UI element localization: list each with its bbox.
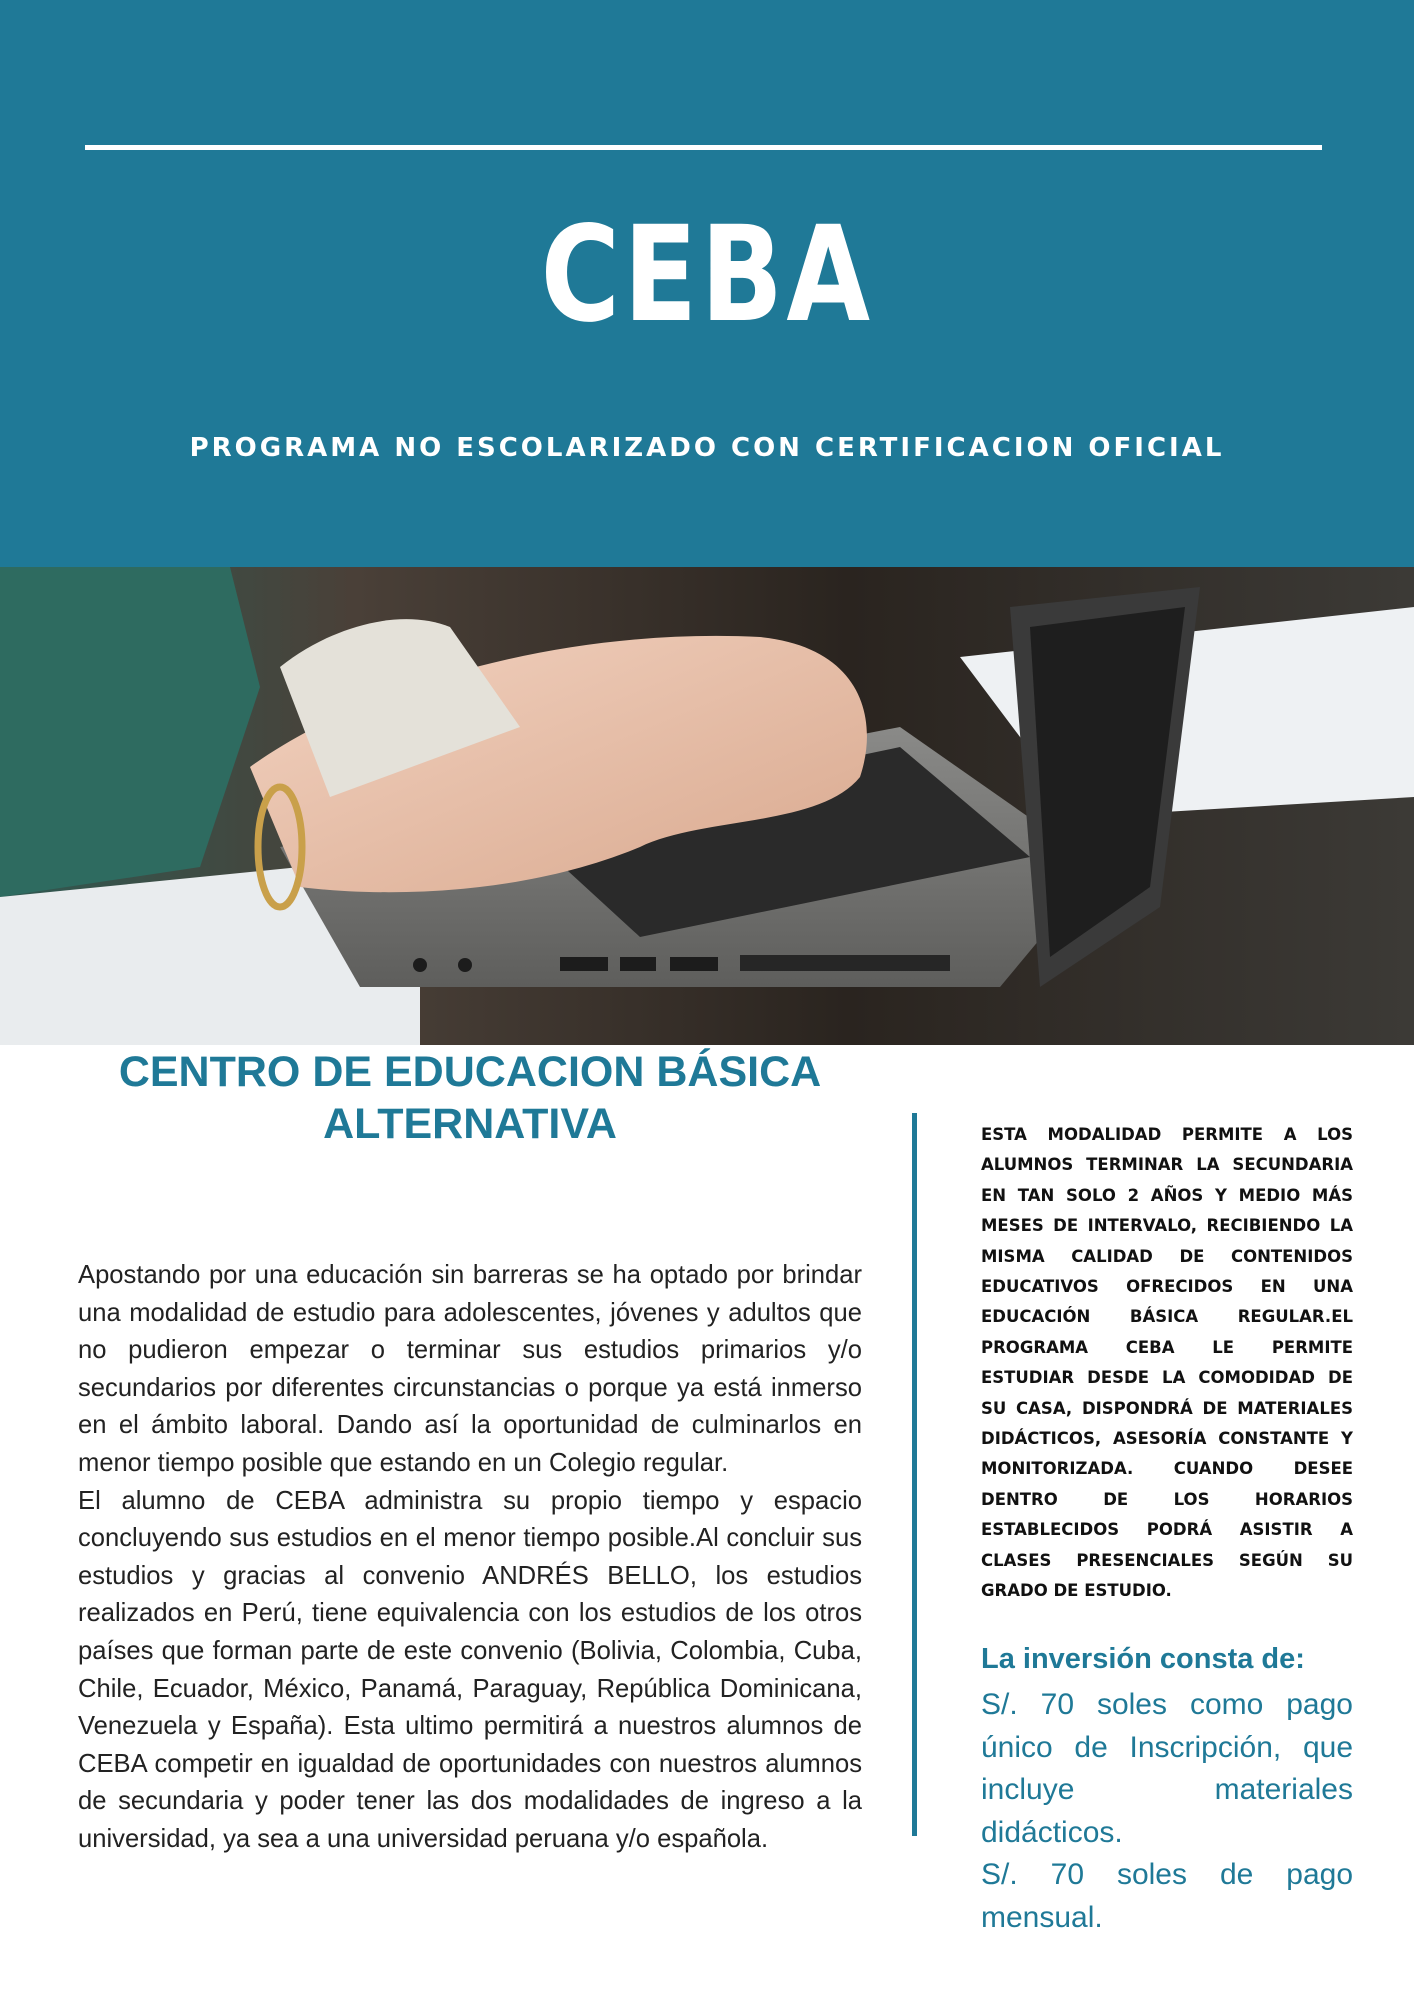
page-title: CEBA: [540, 198, 874, 352]
sidebar-text: ESTA MODALIDAD PERMITE A LOS ALUMNOS TERMINAR LA SECUNDARIA EN TAN SOLO 2 AÑOS Y MEDIO MÁS MESES DE INTERVALO, RECIBIENDO LA MISMA CALIDAD DE CONTENIDOS EDUCATIVOS OFRECIDOS EN UNA EDUCACIÓN BÁSICA REGULAR.EL PROGRAMA CEBA LE PERMITE ESTUDIAR DESDE LA COMODIDAD DE SU CASA, DISPONDRÁ DE MATERIALES DIDÁCTICOS, ASESORÍA CONSTANTE Y MONITORIZADA. CUANDO DESEE DENTRO DE LOS HORARIOS ESTABLECIDOS PODRÁ ASISTIR A CLASES PRESENCIALES SEGÚN SU GRADO DE ESTUDIO.: [981, 1125, 1353, 1601]
column-divider: [912, 1113, 917, 1836]
header-banner: [0, 0, 1414, 567]
section-heading: [70, 1046, 870, 1150]
laptop-typing-photo: [0, 567, 1414, 1045]
page-subtitle: PROGRAMA NO ESCOLARIZADO CON CERTIFICACION OFICIAL: [189, 433, 1225, 463]
main-body: [78, 1257, 862, 1859]
investment-title: La inversión consta de:: [981, 1643, 1305, 1675]
investment-line-2: S/. 70 soles de pago mensual.: [981, 1858, 1353, 1934]
header-divider: [85, 145, 1322, 150]
section-heading-line1: CENTRO DE EDUCACION BÁSICA: [118, 1048, 822, 1096]
body-paragraph-2: El alumno de CEBA administra su propio tiempo y espacio concluyendo sus estudios en el menor tiempo posible.Al concluir sus estudios y gracias al convenio ANDRÉS BELLO, los estudios realizados en Perú, tiene equivalencia con los estudios de los otros países que forman parte de este convenio (Bolivia, Colombia, Cuba, Chile, Ecuador, México, Panamá, Paraguay, República Dominicana, Venezuela y España). Esta ultimo permitirá a nuestros alumnos de CEBA competir en igualdad de oportunidades con nuestros alumnos de secundaria y poder tener las dos modalidades de ingreso a la universidad, ya sea a una universidad peruana y/o española.: [78, 1486, 862, 1853]
body-paragraph-1: Apostando por una educación sin barreras se ha optado por brindar una modalidad de estudio para adolescentes, jóvenes y adultos que no pudieron empezar o terminar sus estudios primarios y/o secundarios por diferentes circunstancias o porque ya está inmerso en el ámbito laboral. Dando así la oportunidad de culminarlos en menor tiempo posible que estando en un Colegio regular.: [78, 1261, 862, 1477]
investment-line-1: S/. 70 soles como pago único de Inscripción, que incluye materiales didácticos.: [981, 1688, 1353, 1849]
section-heading-line2: ALTERNATIVA: [323, 1100, 617, 1148]
investment-details: [981, 1684, 1353, 1939]
